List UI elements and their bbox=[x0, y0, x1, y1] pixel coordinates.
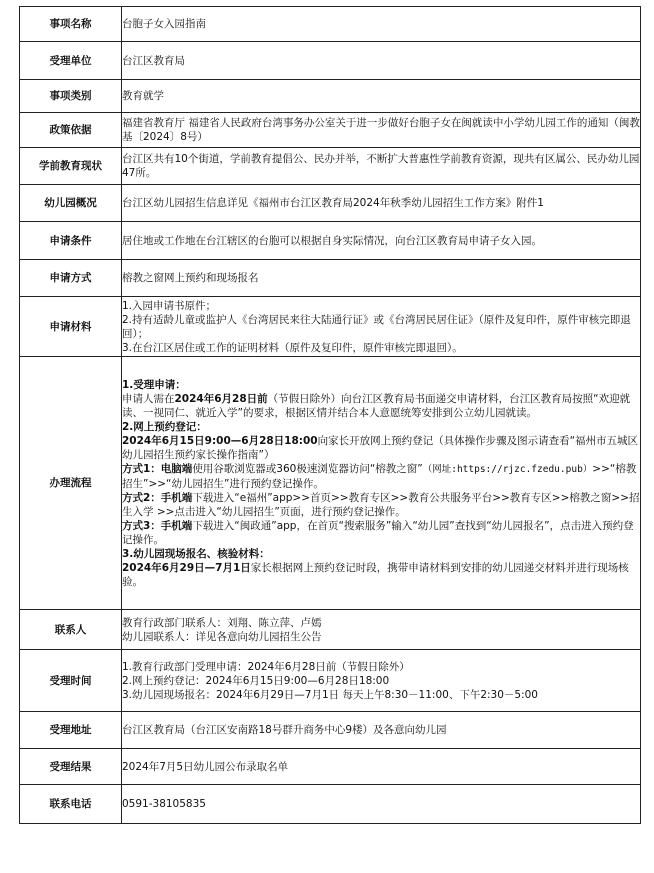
url-text: （网址:https://rjzc.fzedu.pub） bbox=[422, 463, 593, 475]
row-value bbox=[122, 185, 641, 222]
value-line: 台江区共有10个街道，学前教育提倡公、民办并举，不断扩大普惠性学前教育资源，现共有区属公、民办幼儿园47所。 bbox=[122, 153, 640, 179]
table-row bbox=[20, 113, 641, 148]
step-title: 2.网上预约登记： bbox=[122, 420, 207, 433]
table-row bbox=[20, 222, 641, 260]
step-1-text bbox=[122, 392, 640, 420]
table-row bbox=[20, 42, 641, 80]
row-value bbox=[122, 297, 641, 357]
value-line: 榕教之窗网上预约和现场报名 bbox=[122, 272, 259, 284]
text-fragment: 申请人需在 bbox=[122, 392, 175, 405]
row-value bbox=[122, 650, 641, 712]
table-row bbox=[20, 785, 641, 824]
step-2-text bbox=[122, 434, 640, 462]
row-label: 事项类别 bbox=[20, 80, 122, 113]
method-3 bbox=[122, 519, 640, 547]
method-1 bbox=[122, 462, 640, 491]
method-label: 方式1：电脑端 bbox=[122, 462, 193, 475]
table-row bbox=[20, 80, 641, 113]
row-label: 受理时间 bbox=[20, 650, 122, 712]
value-line: 2024年7月5日幼儿园公布录取名单 bbox=[122, 760, 289, 773]
row-label: 申请材料 bbox=[20, 297, 122, 357]
row-label: 学前教育现状 bbox=[20, 148, 122, 185]
step-title: 1.受理申请： bbox=[122, 378, 186, 391]
table-row bbox=[20, 260, 641, 297]
row-value bbox=[122, 222, 641, 260]
row-value bbox=[122, 148, 641, 185]
value-line: 教育就学 bbox=[122, 90, 164, 102]
text-fragment: 向家长开放网上预约登记（具体操作步骤及图示请查看“福州市五城区幼儿园招生预约家长操作指南”） bbox=[122, 434, 639, 461]
row-label: 幼儿园概况 bbox=[20, 185, 122, 222]
row-value bbox=[122, 357, 641, 610]
row-value bbox=[122, 260, 641, 297]
table-row bbox=[20, 148, 641, 185]
table-row bbox=[20, 357, 641, 610]
guide-table-body bbox=[20, 7, 641, 824]
value-line: 1.教育行政部门受理申请：2024年6月28日前（节假日除外） bbox=[122, 660, 410, 673]
text-fragment: >>“榕教招生”>>“幼儿园招生”进行预约登记操作。 bbox=[122, 462, 637, 490]
row-value bbox=[122, 113, 641, 148]
value-line: 台江区教育局（台江区安南路18号群升商务中心9楼）及各意向幼儿园 bbox=[122, 724, 447, 736]
row-label: 政策依据 bbox=[20, 113, 122, 148]
row-value bbox=[122, 610, 641, 650]
value-line: 0591-38105835 bbox=[122, 798, 206, 810]
row-label: 申请方式 bbox=[20, 260, 122, 297]
table-row bbox=[20, 712, 641, 749]
step-3-title bbox=[122, 547, 640, 561]
text-fragment: 使用谷歌浏览器或360极速浏览器访问“榕教之窗” bbox=[192, 462, 423, 475]
method-label: 方式2：手机端 bbox=[122, 491, 193, 504]
step-3-text bbox=[122, 561, 640, 589]
deadline: 2024年6月28日前 bbox=[174, 392, 268, 405]
row-value bbox=[122, 749, 641, 785]
step-title: 3.幼儿园现场报名、核验材料： bbox=[122, 547, 270, 560]
table-row bbox=[20, 7, 641, 42]
value-line: 2.持有适龄儿童或监护人《台湾居民来往大陆通行证》或《台湾居民居住证》（原件及复印件，原件审核完即退回）； bbox=[122, 313, 631, 340]
value-line: 幼儿园联系人：详见各意向幼儿园招生公告 bbox=[122, 630, 322, 643]
table-row bbox=[20, 749, 641, 785]
method-label: 方式3：手机端 bbox=[122, 519, 193, 532]
row-value bbox=[122, 42, 641, 80]
row-value bbox=[122, 785, 641, 824]
row-label: 受理结果 bbox=[20, 749, 122, 785]
value-line: 福建省教育厅 福建省人民政府台湾事务办公室关于进一步做好台胞子女在闽就读中小学幼儿园工作的通知（闽教基〔2024〕8号） bbox=[122, 117, 640, 143]
text-fragment: 下载进入“e福州”app>>首页>>教育专区>>教育公共服务平台>>教育专区>>榕教之窗>>招生入学 >>点击进入“幼儿园招生”页面，进行预约登记操作。 bbox=[122, 491, 640, 518]
method-2 bbox=[122, 491, 640, 519]
row-label: 事项名称 bbox=[20, 7, 122, 42]
row-label: 受理地址 bbox=[20, 712, 122, 749]
row-label: 申请条件 bbox=[20, 222, 122, 260]
table-row bbox=[20, 650, 641, 712]
value-line: 居住地或工作地在台江辖区的台胞可以根据自身实际情况，向台江区教育局申请子女入园。 bbox=[122, 234, 542, 247]
row-label: 受理单位 bbox=[20, 42, 122, 80]
text-fragment: （节假日除外）向台江区教育局书面递交申请材料，台江区教育局按照“欢迎就读、一视同仁、就近入学”的要求，根据区情并结合本人意愿统筹安排到公立幼儿园就读。 bbox=[122, 392, 631, 419]
value-line: 1.入园申请书原件； bbox=[122, 299, 217, 312]
guide-table bbox=[19, 6, 641, 824]
table-row bbox=[20, 610, 641, 650]
period: 2024年6月15日9:00—6月28日18:00 bbox=[122, 434, 318, 447]
value-line: 3.幼儿园现场报名：2024年6月29日—7月1日 每天上午8:30－11:00、下午2:30－5:00 bbox=[122, 688, 538, 701]
value-line: 台江区教育局 bbox=[122, 54, 185, 67]
row-label: 联系人 bbox=[20, 610, 122, 650]
row-value bbox=[122, 7, 641, 42]
table-row bbox=[20, 185, 641, 222]
value-line: 台胞子女入园指南 bbox=[122, 18, 206, 30]
value-line: 教育行政部门联系人：刘翔、陈立萍、卢嫣 bbox=[122, 616, 322, 629]
value-line: 台江区幼儿园招生信息详见《福州市台江区教育局2024年秋季幼儿园招生工作方案》附件1 bbox=[122, 197, 544, 209]
step-2-title bbox=[122, 420, 640, 434]
step-1-title bbox=[122, 378, 640, 392]
table-row bbox=[20, 297, 641, 357]
value-line: 3.在台江区居住或工作的证明材料（原件及复印件，原件审核完即退回）。 bbox=[122, 341, 463, 354]
value-line: 2.网上预约登记：2024年6月15日9:00—6月28日18:00 bbox=[122, 674, 390, 687]
row-value bbox=[122, 80, 641, 113]
row-value bbox=[122, 712, 641, 749]
row-label: 联系电话 bbox=[20, 785, 122, 824]
text-fragment: 家长根据网上预约登记时段，携带申请材料到安排的幼儿园递交材料并进行现场核验。 bbox=[122, 561, 629, 588]
period: 2024年6月29日—7月1日 bbox=[122, 561, 251, 574]
text-fragment: 下载进入“闽政通”app，在首页“搜索服务”输入“幼儿园”查找到“幼儿园报名”，点击进入预约登记操作。 bbox=[122, 519, 634, 546]
row-label: 办理流程 bbox=[20, 357, 122, 610]
